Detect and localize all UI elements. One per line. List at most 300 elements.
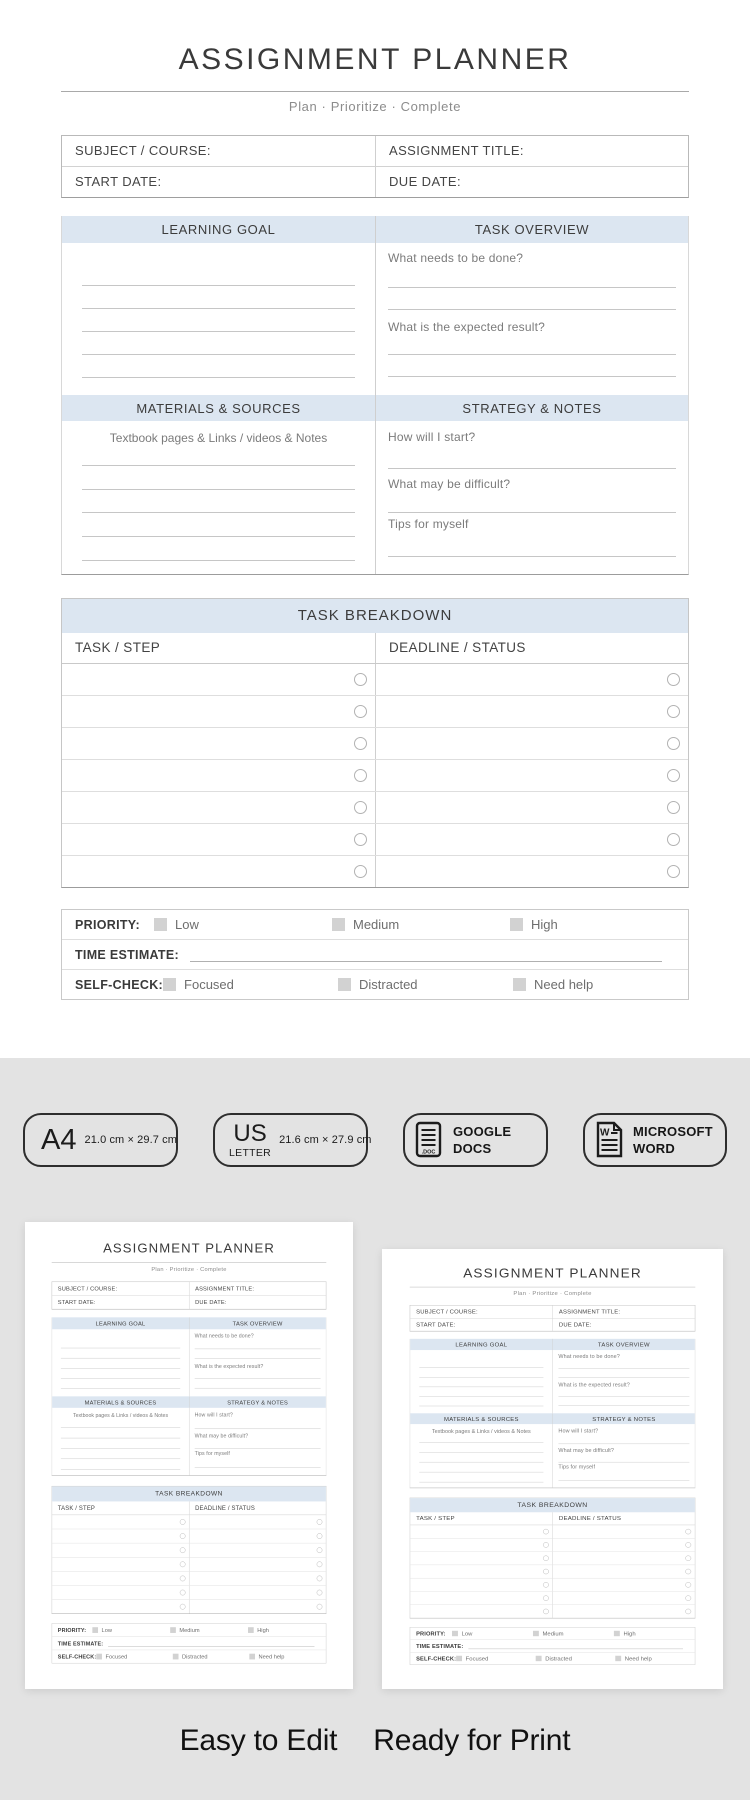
write-line	[388, 288, 676, 310]
deadline-cell	[189, 1600, 326, 1614]
priority-option-low	[154, 917, 332, 932]
deadline-cell	[553, 1565, 695, 1578]
planner-sheet	[382, 1249, 723, 1689]
self-check-option-focused	[456, 1655, 536, 1661]
learning-goal-header: LEARNING GOAL	[410, 1339, 552, 1350]
self-check-option-distracted	[536, 1655, 616, 1661]
write-line	[195, 1460, 321, 1468]
task-row	[52, 1543, 326, 1557]
status-circle-icon	[685, 1542, 691, 1547]
status-circle-icon	[667, 865, 680, 878]
status-circle-icon	[685, 1595, 691, 1600]
thumbnail-a4-content	[25, 1222, 353, 1689]
status-circle-icon	[180, 1519, 186, 1525]
strategy-prompt: Tips for myself	[194, 1450, 230, 1457]
strategy-prompt: Tips for myself	[388, 517, 469, 531]
write-line	[82, 309, 355, 332]
checkbox-icon	[452, 1631, 458, 1636]
task-row	[62, 824, 688, 856]
write-line	[82, 263, 355, 286]
self-check-row	[52, 1650, 326, 1663]
strategy-notes-header: STRATEGY & NOTES	[553, 1413, 695, 1424]
badge-microsoft-word	[583, 1113, 727, 1167]
planner-main-grid	[52, 1317, 327, 1475]
task-row	[52, 1600, 326, 1614]
priority-label: PRIORITY:	[57, 1626, 87, 1634]
info-table	[410, 1305, 696, 1331]
materials-hint: Textbook pages & Links / videos & Notes	[109, 431, 328, 445]
a4-label: A4	[41, 1123, 77, 1156]
overview-prompt: What needs to be done?	[194, 1332, 254, 1339]
time-estimate-row	[62, 940, 688, 970]
deadline-cell	[375, 824, 688, 855]
checkbox-icon	[533, 1631, 539, 1636]
task-cell	[62, 856, 375, 887]
deadline-cell	[375, 664, 688, 695]
status-circle-icon	[543, 1582, 549, 1587]
option-label: Distracted	[545, 1655, 572, 1662]
option-label: High	[531, 917, 558, 932]
priority-option-high	[614, 1630, 695, 1636]
planner-subtitle: Plan · Prioritize · Complete	[288, 99, 462, 114]
write-line	[195, 1349, 321, 1359]
task-cell	[62, 792, 375, 823]
task-overview-area	[189, 1329, 326, 1396]
deadline-cell	[189, 1557, 326, 1571]
badge-us-letter	[213, 1113, 372, 1167]
status-circle-icon	[180, 1590, 186, 1596]
self-check-option-needhelp	[615, 1655, 695, 1661]
status-circle-icon	[543, 1609, 549, 1614]
start-date-field: START DATE:	[416, 1321, 456, 1328]
task-breakdown-columns	[62, 633, 688, 664]
status-circle-icon	[180, 1547, 186, 1553]
write-line	[419, 1358, 543, 1368]
planner-title: ASSIGNMENT PLANNER	[103, 1240, 275, 1256]
option-label: Low	[101, 1626, 112, 1634]
badge-a4	[23, 1113, 178, 1167]
deadline-cell	[189, 1543, 326, 1557]
status-circle-icon	[543, 1556, 549, 1561]
checkbox-icon	[510, 918, 523, 931]
deadline-status-column-label: DEADLINE / STATUS	[375, 633, 688, 663]
write-line	[419, 1472, 543, 1482]
write-line	[388, 355, 676, 377]
time-estimate-row	[410, 1640, 695, 1652]
self-check-option-focused	[163, 977, 338, 992]
checkbox-icon	[173, 1654, 179, 1660]
write-line	[61, 1369, 180, 1379]
priority-row	[52, 1624, 326, 1637]
task-cell	[52, 1586, 189, 1600]
deadline-cell	[553, 1525, 695, 1538]
strategy-notes-area	[375, 421, 688, 574]
planner-page	[52, 1222, 327, 1663]
status-circle-icon	[180, 1604, 186, 1610]
write-line	[61, 1448, 180, 1459]
a4-dimensions: 21.0 cm × 29.7 cm	[84, 1134, 177, 1146]
strategy-notes-header: STRATEGY & NOTES	[189, 1396, 326, 1407]
task-row	[52, 1572, 326, 1586]
priority-options	[92, 1627, 326, 1634]
status-circle-icon	[685, 1609, 691, 1614]
task-cell	[410, 1565, 552, 1578]
task-overview-area	[375, 243, 688, 395]
deadline-cell	[189, 1515, 326, 1529]
task-row	[52, 1557, 326, 1571]
write-line	[190, 940, 662, 962]
planner-subtitle: Plan · Prioritize · Complete	[151, 1265, 227, 1273]
write-line	[558, 1473, 689, 1480]
checkbox-icon	[338, 978, 351, 991]
status-circle-icon	[317, 1547, 323, 1553]
title-divider	[61, 91, 689, 92]
materials-hint: Textbook pages & Links / videos & Notes	[73, 1412, 169, 1419]
self-check-option-focused	[96, 1653, 173, 1660]
status-circle-icon	[543, 1529, 549, 1534]
materials-sources-header: MATERIALS & SOURCES	[410, 1413, 552, 1424]
badge-google-docs	[403, 1113, 548, 1167]
priority-label: PRIORITY:	[75, 917, 140, 932]
overview-prompt: What needs to be done?	[558, 1353, 620, 1360]
checkbox-icon	[96, 1654, 102, 1660]
write-line	[61, 1419, 180, 1427]
deadline-cell	[553, 1592, 695, 1605]
deadline-cell	[375, 696, 688, 727]
task-row	[62, 856, 688, 887]
task-row	[410, 1538, 695, 1551]
option-label: Distracted	[359, 977, 418, 992]
letter-sub-label: LETTER	[229, 1146, 272, 1159]
self-check-option-distracted	[173, 1653, 250, 1660]
task-cell	[62, 760, 375, 791]
priority-label: PRIORITY:	[416, 1630, 446, 1637]
checkbox-icon	[249, 1654, 255, 1660]
task-cell	[52, 1600, 189, 1614]
task-cell	[410, 1538, 552, 1551]
strategy-prompt: How will I start?	[558, 1427, 599, 1434]
planner-sheet	[25, 1222, 353, 1689]
task-row	[410, 1605, 695, 1618]
status-circle-icon	[317, 1519, 323, 1525]
time-estimate-label: TIME ESTIMATE:	[57, 1640, 104, 1647]
self-check-options	[96, 1653, 326, 1660]
task-overview-header: TASK OVERVIEW	[189, 1317, 326, 1329]
strategy-prompt: What may be difficult?	[558, 1447, 615, 1454]
strategy-prompt: How will I start?	[388, 430, 476, 444]
task-step-column-label: TASK / STEP	[57, 1504, 96, 1512]
strategy-prompt: Tips for myself	[558, 1464, 596, 1470]
task-row	[410, 1552, 695, 1565]
status-circle-icon	[354, 705, 367, 718]
self-check-row	[62, 970, 688, 999]
write-line	[388, 452, 676, 469]
priority-option-high	[510, 917, 688, 932]
status-circle-icon	[667, 705, 680, 718]
write-line	[558, 1437, 689, 1444]
deadline-cell	[189, 1586, 326, 1600]
task-breakdown-header: TASK BREAKDOWN	[410, 1498, 695, 1512]
write-line	[82, 286, 355, 309]
due-date-field: DUE DATE:	[189, 1296, 326, 1309]
status-circle-icon	[317, 1604, 323, 1610]
status-circle-icon	[667, 833, 680, 846]
write-line	[468, 1640, 683, 1649]
self-check-label: SELF-CHECK:	[75, 977, 164, 992]
write-line	[388, 342, 676, 355]
tagline	[0, 1724, 750, 1758]
self-check-option-needhelp	[513, 977, 688, 992]
self-check-option-needhelp	[249, 1653, 326, 1660]
option-label: Need help	[258, 1653, 285, 1660]
subject-course-field: SUBJECT / COURSE:	[62, 136, 375, 167]
self-check-row	[410, 1652, 695, 1664]
status-circle-icon	[354, 833, 367, 846]
materials-sources-header: MATERIALS & SOURCES	[62, 395, 375, 421]
write-line	[108, 1637, 314, 1647]
task-breakdown-section	[61, 598, 689, 888]
subject-course-field: SUBJECT / COURSE:	[52, 1282, 189, 1296]
option-label: Low	[175, 917, 199, 932]
status-circle-icon	[317, 1533, 323, 1539]
self-check-label: SELF-CHECK:	[57, 1653, 97, 1660]
write-line	[61, 1438, 180, 1448]
spacer	[82, 243, 355, 263]
start-date-field: START DATE:	[57, 1298, 96, 1306]
assignment-title-field: ASSIGNMENT TITLE:	[189, 1282, 326, 1296]
materials-hint: Textbook pages & Links / videos & Notes	[431, 1428, 531, 1435]
microsoft-word-line2: WORD	[633, 1141, 675, 1156]
task-row	[52, 1529, 326, 1543]
planner-main-grid	[61, 216, 689, 575]
status-circle-icon	[685, 1556, 691, 1561]
time-estimate-label: TIME ESTIMATE:	[75, 947, 179, 962]
overview-prompt: What is the expected result?	[388, 320, 546, 334]
doc-extension-label: .DOC	[421, 1149, 436, 1156]
spacer	[419, 1350, 543, 1358]
deadline-cell	[553, 1605, 695, 1618]
write-line	[61, 1459, 180, 1470]
task-breakdown-columns	[410, 1512, 695, 1525]
checkbox-icon	[513, 978, 526, 991]
write-line	[419, 1387, 543, 1397]
write-line	[61, 1348, 180, 1358]
checkbox-icon	[456, 1656, 462, 1661]
write-line	[419, 1435, 543, 1443]
task-overview-header: TASK OVERVIEW	[375, 216, 688, 243]
task-cell	[62, 696, 375, 727]
status-circle-icon	[354, 737, 367, 750]
task-overview-header: TASK OVERVIEW	[553, 1339, 695, 1350]
info-table	[61, 135, 689, 198]
task-cell	[410, 1552, 552, 1565]
task-cell	[410, 1605, 552, 1618]
write-line	[82, 490, 355, 513]
planner-page	[410, 1249, 696, 1665]
status-circle-icon	[354, 865, 367, 878]
option-label: Focused	[184, 977, 234, 992]
priority-row	[410, 1627, 695, 1639]
task-row	[52, 1515, 326, 1529]
write-line	[558, 1397, 689, 1406]
deadline-cell	[553, 1578, 695, 1591]
materials-sources-area	[62, 421, 375, 574]
preview-thumbnail-us-letter	[382, 1249, 723, 1689]
status-circle-icon	[354, 673, 367, 686]
task-row	[410, 1565, 695, 1578]
priority-option-medium	[533, 1630, 614, 1636]
deadline-cell	[189, 1572, 326, 1586]
status-circle-icon	[685, 1529, 691, 1534]
write-line	[419, 1397, 543, 1407]
write-line	[419, 1453, 543, 1463]
write-line	[61, 1379, 180, 1389]
status-circle-icon	[317, 1561, 323, 1567]
subject-course-field: SUBJECT / COURSE:	[410, 1306, 552, 1319]
materials-sources-area	[52, 1408, 189, 1476]
planner-title: ASSIGNMENT PLANNER	[178, 43, 572, 76]
status-circle-icon	[685, 1582, 691, 1587]
start-date-field: START DATE:	[75, 174, 162, 189]
materials-sources-area	[410, 1424, 552, 1488]
thumbnail-us-letter-content	[382, 1249, 723, 1689]
option-label: Low	[461, 1630, 473, 1637]
info-table	[52, 1282, 327, 1310]
deadline-cell	[189, 1529, 326, 1543]
google-docs-icon	[415, 1121, 444, 1159]
task-cell	[62, 824, 375, 855]
write-line	[419, 1443, 543, 1453]
learning-goal-area	[62, 243, 375, 395]
task-row	[410, 1578, 695, 1591]
task-row	[410, 1592, 695, 1605]
status-circle-icon	[180, 1533, 186, 1539]
option-label: Focused	[465, 1655, 489, 1662]
tagline-easy-to-edit: Easy to Edit	[179, 1724, 338, 1757]
task-cell	[62, 728, 375, 759]
write-line	[82, 447, 355, 466]
self-check-options	[163, 977, 688, 992]
option-label: Focused	[105, 1653, 128, 1660]
option-label: High	[257, 1626, 269, 1634]
status-circle-icon	[354, 801, 367, 814]
task-cell	[52, 1572, 189, 1586]
checkbox-icon	[536, 1656, 542, 1661]
microsoft-word-label	[633, 1123, 713, 1157]
word-letter-label: W	[600, 1127, 610, 1139]
deadline-cell	[375, 728, 688, 759]
option-label: Need help	[624, 1655, 652, 1662]
deadline-cell	[553, 1538, 695, 1551]
google-docs-line2: DOCS	[453, 1141, 492, 1156]
priority-option-high	[248, 1627, 326, 1634]
task-cell	[52, 1557, 189, 1571]
option-label: Need help	[534, 977, 594, 992]
status-circle-icon	[180, 1561, 186, 1567]
status-circle-icon	[354, 769, 367, 782]
self-check-label: SELF-CHECK:	[416, 1655, 457, 1662]
write-line	[388, 499, 676, 513]
strategy-prompt: How will I start?	[194, 1411, 233, 1418]
assessment-box	[61, 909, 689, 1000]
format-info-section	[0, 1058, 750, 1800]
planner-subtitle: Plan · Prioritize · Complete	[513, 1290, 592, 1297]
task-cell	[52, 1515, 189, 1529]
task-cell	[52, 1543, 189, 1557]
status-circle-icon	[667, 769, 680, 782]
deadline-cell	[375, 792, 688, 823]
checkbox-icon	[170, 1627, 176, 1633]
learning-goal-header: LEARNING GOAL	[62, 216, 375, 243]
deadline-cell	[375, 856, 688, 887]
us-abbr: US	[233, 1119, 267, 1147]
learning-goal-header: LEARNING GOAL	[52, 1317, 189, 1329]
write-line	[82, 513, 355, 537]
overview-prompt: What needs to be done?	[388, 251, 524, 265]
spacer	[61, 1329, 180, 1338]
task-breakdown-section	[410, 1498, 696, 1619]
write-line	[82, 466, 355, 490]
format-badges	[0, 1113, 750, 1167]
learning-goal-area	[410, 1350, 552, 1413]
us-letter-label	[229, 1119, 272, 1159]
strategy-notes-area	[553, 1424, 695, 1488]
status-circle-icon	[180, 1576, 186, 1582]
status-circle-icon	[667, 801, 680, 814]
write-line	[388, 273, 676, 288]
priority-option-low	[452, 1630, 533, 1636]
priority-option-low	[92, 1627, 170, 1634]
checkbox-icon	[248, 1627, 254, 1633]
tagline-ready-for-print: Ready for Print	[373, 1724, 571, 1757]
self-check-options	[456, 1655, 695, 1661]
checkbox-icon	[163, 978, 176, 991]
option-label: Medium	[179, 1626, 200, 1634]
status-circle-icon	[317, 1576, 323, 1582]
learning-goal-area	[52, 1329, 189, 1396]
overview-prompt: What is the expected result?	[558, 1382, 630, 1388]
task-overview-area	[553, 1350, 695, 1413]
status-circle-icon	[667, 673, 680, 686]
time-estimate-row	[52, 1637, 326, 1650]
task-row	[62, 696, 688, 728]
write-line	[82, 355, 355, 378]
option-label: Distracted	[181, 1653, 208, 1660]
option-label: High	[623, 1630, 636, 1637]
task-breakdown-header: TASK BREAKDOWN	[52, 1486, 326, 1501]
assessment-box	[52, 1623, 327, 1663]
option-label: Medium	[542, 1630, 564, 1637]
write-line	[195, 1422, 321, 1430]
write-line	[82, 537, 355, 561]
status-circle-icon	[667, 737, 680, 750]
task-row	[52, 1586, 326, 1600]
priority-row	[62, 910, 688, 940]
write-line	[558, 1369, 689, 1378]
status-circle-icon	[543, 1542, 549, 1547]
status-circle-icon	[685, 1569, 691, 1574]
task-row	[62, 664, 688, 696]
self-check-option-distracted	[338, 977, 513, 992]
task-row	[62, 760, 688, 792]
status-circle-icon	[543, 1595, 549, 1600]
us-letter-dimensions: 21.6 cm × 27.9 cm	[279, 1134, 372, 1146]
time-estimate-label: TIME ESTIMATE:	[416, 1643, 464, 1649]
checkbox-icon	[615, 1656, 621, 1661]
task-step-column-label: TASK / STEP	[75, 640, 161, 655]
task-cell	[62, 664, 375, 695]
write-line	[419, 1378, 543, 1388]
